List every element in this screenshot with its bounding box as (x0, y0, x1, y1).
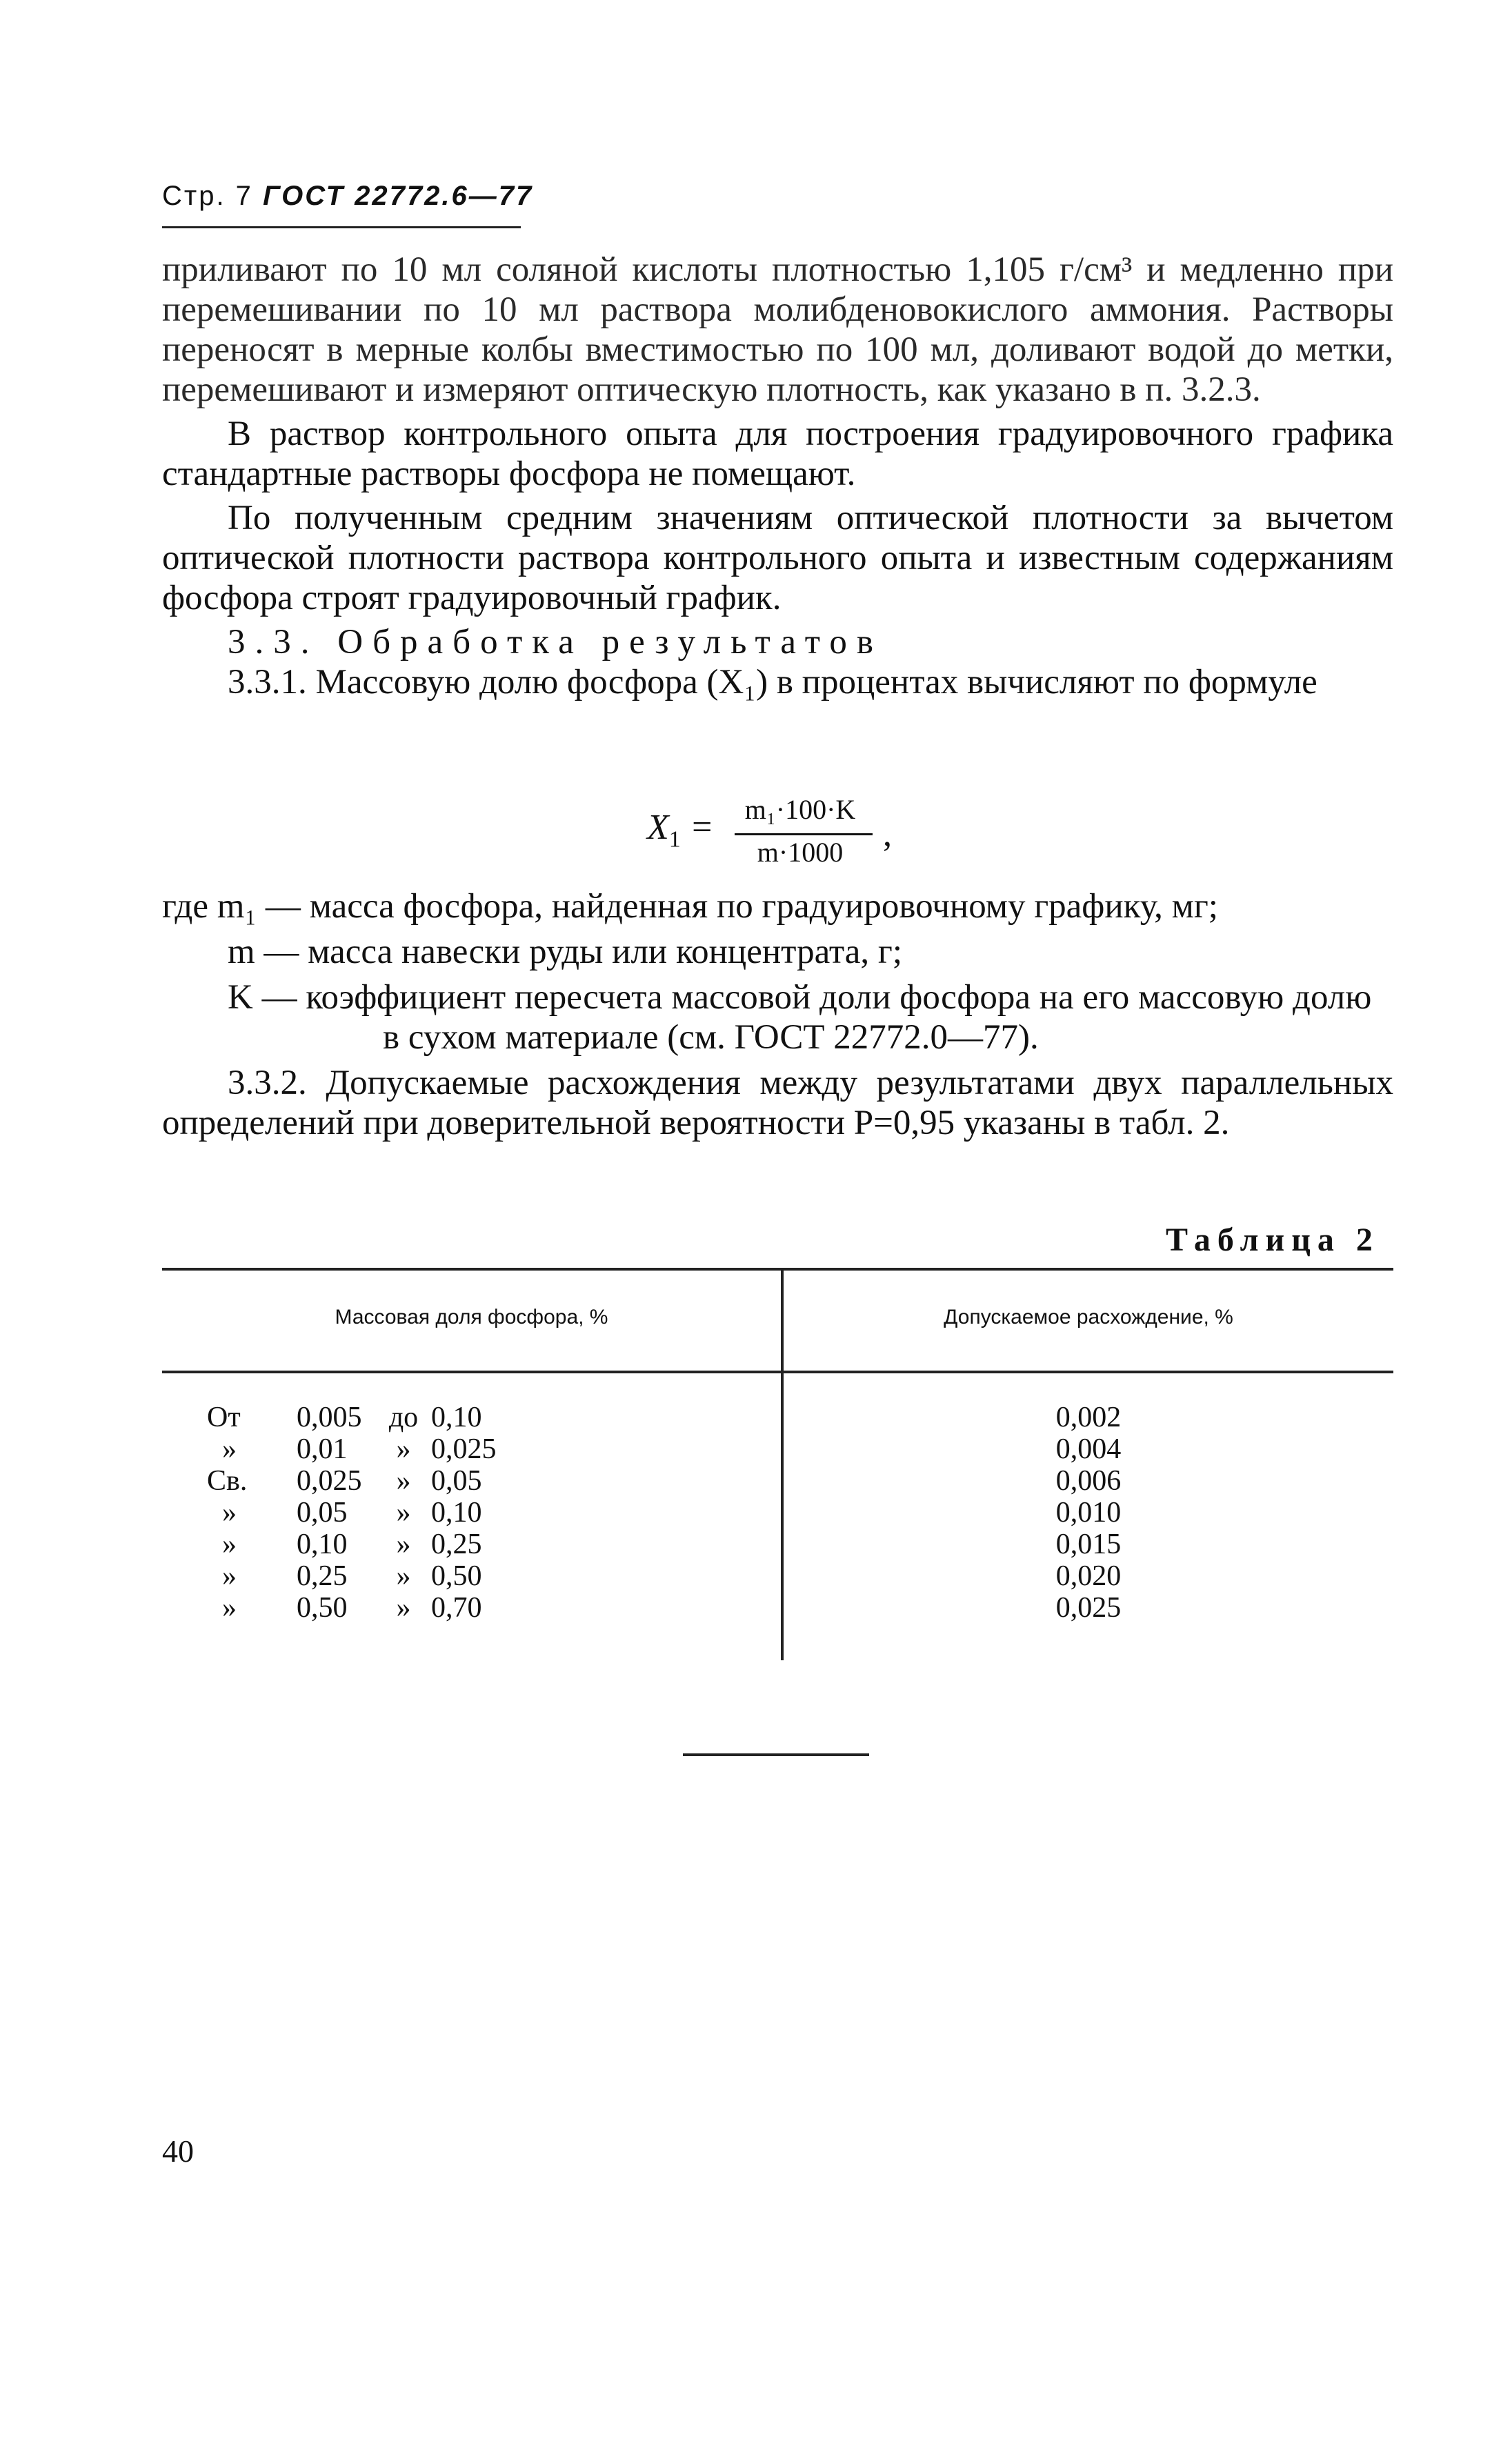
paragraph-2: В раствор контрольного опыта для построения градуировочного графика стандартные растворы фосфора не помещают. (162, 415, 1393, 493)
paragraph-4: 3.3.1. Массовую долю фосфора (X₁) в процентах вычисляют по формуле (228, 663, 1317, 701)
range-from: 0,005 (297, 1402, 362, 1433)
table-cell-tolerance: 0,010 (1055, 1497, 1122, 1529)
range-to: 0,05 (431, 1465, 482, 1497)
table-cell-tolerance: 0,004 (1055, 1433, 1122, 1465)
body-text-top (162, 250, 1393, 702)
range-from: 0,01 (297, 1433, 348, 1465)
paragraph-1: приливают по 10 мл соляной кислоты плотностью 1,105 г/см³ и медленно при перемешивании по 10 мл раствора молибденовокислого аммония. Растворы переносят в мерные колбы вместимостью по 100 мл, доливают водой до метки, перемешивают и измеряют оптическую плотность, как указано в п. 3.2.3. (162, 250, 1393, 409)
definition-m1: где m₁ — масса фосфора, найденная по градуировочному графику, мг; (162, 887, 1218, 926)
table-header-tolerance: Допускаемое расхождение, % (944, 1306, 1233, 1329)
formula-trailing: , (883, 815, 892, 854)
range-to: 0,25 (431, 1529, 482, 1560)
range-prefix: » (222, 1592, 237, 1624)
paragraph-5: 3.3.2. Допускаемые расхождения между результатами двух параллельных определений при доверительной вероятности P=0,95 указаны в табл. 2. (162, 1064, 1393, 1142)
table-row (207, 1402, 507, 1433)
header-page-ref: Стр. 7 (162, 181, 253, 211)
range-prefix: » (222, 1433, 237, 1465)
table-row (207, 1592, 507, 1624)
section-heading: 3.3. Обработка результатов (228, 623, 883, 661)
table-row (207, 1529, 507, 1560)
range-prefix: » (222, 1560, 237, 1592)
formula-denominator: m·1000 (757, 837, 844, 868)
table-row (207, 1560, 507, 1592)
range-prefix: От (207, 1402, 241, 1433)
definition-m: m — масса навески руды или концентрата, г; (228, 933, 903, 971)
range-from: 0,50 (297, 1592, 348, 1624)
formula-lhs-sub: 1 (668, 826, 681, 853)
range-to: 0,70 (431, 1592, 482, 1624)
range-prefix: » (222, 1529, 237, 1560)
table-title: Таблица 2 (1166, 1222, 1380, 1258)
variable-definitions (162, 886, 1393, 1148)
table-column-tolerances (784, 1402, 1393, 1624)
table-cell-tolerance: 0,015 (1055, 1529, 1122, 1560)
header-rule (162, 226, 521, 228)
range-sep: » (396, 1497, 411, 1529)
page-number: 40 (162, 2133, 194, 2169)
range-from: 0,05 (297, 1497, 348, 1529)
formula-lhs-var: X (647, 808, 669, 847)
formula-lhs: $X_1$ = (647, 808, 714, 853)
range-prefix: Св. (207, 1465, 248, 1497)
range-from: 0,10 (297, 1529, 348, 1560)
range-from: 0,025 (297, 1465, 362, 1497)
table-top-rule (162, 1268, 1393, 1271)
range-to: 0,025 (431, 1433, 497, 1465)
table-cell-tolerance: 0,025 (1055, 1592, 1122, 1624)
running-header (162, 181, 533, 212)
end-of-section-rule (683, 1753, 869, 1756)
range-sep: » (396, 1592, 411, 1624)
range-prefix: » (222, 1497, 237, 1529)
table-cell-tolerance: 0,002 (1055, 1402, 1122, 1433)
table-row (207, 1497, 507, 1529)
table-column-ranges (207, 1402, 507, 1624)
table-header-rule (162, 1371, 1393, 1373)
table-cell-tolerance: 0,020 (1055, 1560, 1122, 1592)
range-sep: » (396, 1433, 411, 1465)
range-sep: до (388, 1402, 419, 1433)
formula-numerator: m₁·100·K (744, 794, 856, 825)
range-sep: » (396, 1529, 411, 1560)
table-row (207, 1433, 507, 1465)
definition-k: K — коэффициент пересчета массовой доли фосфора на его массовую долю в сухом материале (см. ГОСТ 22772.0—77). (228, 978, 1372, 1057)
paragraph-3: По полученным средним значениям оптической плотности за вычетом оптической плотности раствора контрольного опыта и известным содержаниям фосфора строят градуировочный график. (162, 499, 1393, 617)
range-to: 0,10 (431, 1402, 482, 1433)
range-from: 0,25 (297, 1560, 348, 1592)
table-cell-tolerance: 0,006 (1055, 1465, 1122, 1497)
range-sep: » (396, 1560, 411, 1592)
range-sep: » (396, 1465, 411, 1497)
formula (641, 793, 931, 883)
table-header-mass-fraction: Массовая доля фосфора, % (335, 1306, 608, 1329)
formula-fraction-bar (735, 833, 873, 835)
table-row (207, 1465, 507, 1497)
range-to: 0,10 (431, 1497, 482, 1529)
range-to: 0,50 (431, 1560, 482, 1592)
header-standard-number: ГОСТ 22772.6—77 (263, 181, 534, 211)
